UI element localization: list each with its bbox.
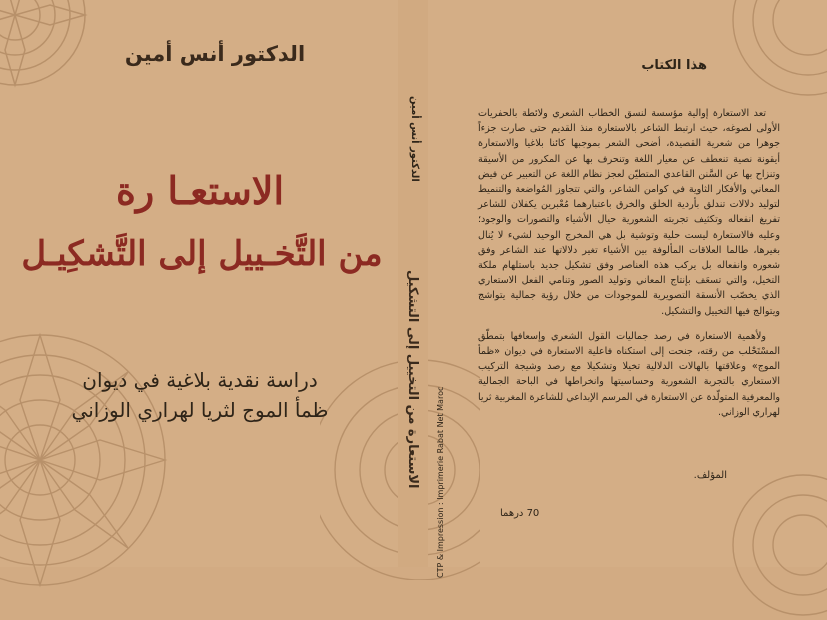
back-paragraph-1: تعد الاستعارة إوالية مؤسسة لنسق الخطاب الشعري ولائطة بالحفريات الأولى لصوغه، حيث ارتبط الشاعر بالاستعارة منذ القديم حتى صارت جزءاً جوهرا من شعرية القصيدة، أضحى الشعر بموجبها كائنا بلاغيا والاستعارة أيقونة نصية تنعطف عن معيار اللغة وتنحرف بها عن المكرور من الأسيقة وتنزاح بها عن السَّنن القاعدي المتطيّن لعجز نظام اللغة عن التعبير عن فيض المعاني والأفكار الثاوية في كوامن الشاعر، والتي تتجاوز المُواضعة والتنميط لتوليد دلالات تندلق بأردية الخلق والخرق باعتبارهما مُعْبرين يكفلان للشاعر تفريغ انفعاله وتكثيف تجربته الشعورية حيال الأشياء والتصورات والوجود؛ وعليه فالاستعارة ليست حلية وتوشية بل هي المخرج الوحيد لشيء لا يُنال بغيرها، طالما العلاقات المألوفة بين الأشياء تغير دلالاتها عند الشاعر وفق شعوره وانفعاله بل يركب هذه العناصر وفق تشكيل جديد باستلهام ملكة التخيل، والتي تسعَف بإنتاج المعاني وتوليد الصور وتنامي الفعل الاستعاري الذي يخصّب الأنسقة التصويرية للموجودات من خلال رؤية جمالية يتواشج ويتوالج فيها التخييل والتشكيل. — [478, 108, 780, 317]
mandala-back-bottom-right-icon — [728, 470, 827, 620]
spine-author: الدكتور أنس أمين — [409, 96, 420, 182]
spine-title: الاستعارة من التخييل إلى التشكيل — [405, 270, 420, 489]
front-subtitle-line2: ظمأ الموج لثريا لهراري الوزاني — [71, 398, 329, 422]
front-author: الدكتور أنس أمين — [124, 42, 306, 66]
back-paragraph-2: ولأهمية الاستعارة في رصد جماليات القول الشعري وإسعافها بتمطّق المسْتَحْلب من رقته، جنحت إلى استكناه فاعلية الاستعارة في ديوان «ظمأ الموج» وعلاقتها بالهالات الدلالية تخيلا وتشكيلا مع رصد وشيجة التركيب الاستعاري بالتجربة الشعورية وحساسيتها وانخراطها في الباحة الجمالية والمعرفية المتولّدة عن الاستعارة في المرسم الإبداعي للشاعرة المغربية ثريا لهراري الوزاني. — [478, 330, 780, 418]
back-signature: المؤلف. — [693, 470, 727, 481]
mandala-top-left-icon — [0, 0, 90, 90]
back-price: 70 درهما — [500, 508, 540, 519]
mandala-back-top-right-icon — [728, 0, 827, 100]
front-title-line2: من التَّخـييل إلى التَّشكِيـل — [21, 234, 383, 274]
back-blurb — [478, 106, 780, 430]
front-subtitle-line1: دراسة نقدية بلاغية في ديوان — [82, 368, 318, 392]
front-cover — [0, 0, 398, 567]
front-title-line1: الاستعـا رة — [115, 168, 285, 213]
back-heading: هذا الكتاب — [641, 58, 707, 73]
spine-printer-credit: CTP & Impression : Imprimerie Rabat Net Maroc — [436, 386, 445, 578]
